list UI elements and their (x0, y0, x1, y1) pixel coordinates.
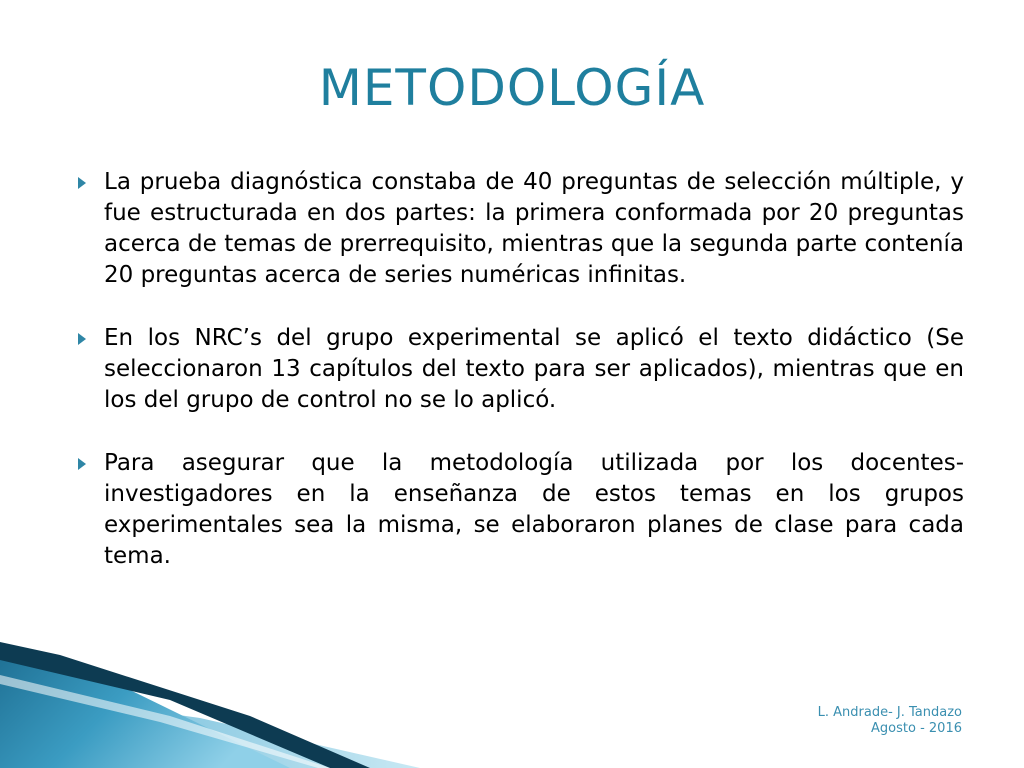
bullet-item (72, 448, 964, 572)
triangle-right-icon (78, 177, 86, 189)
wave-blue-band (0, 648, 290, 768)
bullet-text: La prueba diagnóstica constaba de 40 preguntas de selección múltiple, y fue estructurada en dos partes: la primera conformada por 20 preguntas acerca de temas de prerrequisito, mientras que la segunda parte contenía 20 preguntas acerca de series numéricas infinitas. (104, 169, 964, 288)
bullet-item (72, 323, 964, 416)
wave-thin-stripe (0, 675, 330, 768)
wave-dark-stripe (0, 642, 370, 768)
bullet-item (72, 167, 964, 291)
slide-footer (818, 705, 962, 737)
triangle-right-icon (78, 458, 86, 470)
footer-date: Agosto - 2016 (871, 721, 962, 736)
wave-light-band (0, 690, 420, 768)
triangle-right-icon (78, 333, 86, 345)
bullet-text: En los NRC’s del grupo experimental se aplicó el texto didáctico (Se seleccionaron 13 capítulos del texto para ser aplicados), mientras que en los del grupo de control no se lo aplicó. (104, 325, 964, 413)
bullet-list (72, 167, 964, 604)
footer-authors: L. Andrade- J. Tandazo (817, 705, 962, 720)
slide-title: METODOLOGÍA (318, 59, 706, 117)
bullet-text: Para asegurar que la metodología utilizada por los docentes-investigadores en la enseñanza de estos temas en los grupos experimentales sea la misma, se elaboraron planes de clase para cada tema. (104, 450, 964, 569)
